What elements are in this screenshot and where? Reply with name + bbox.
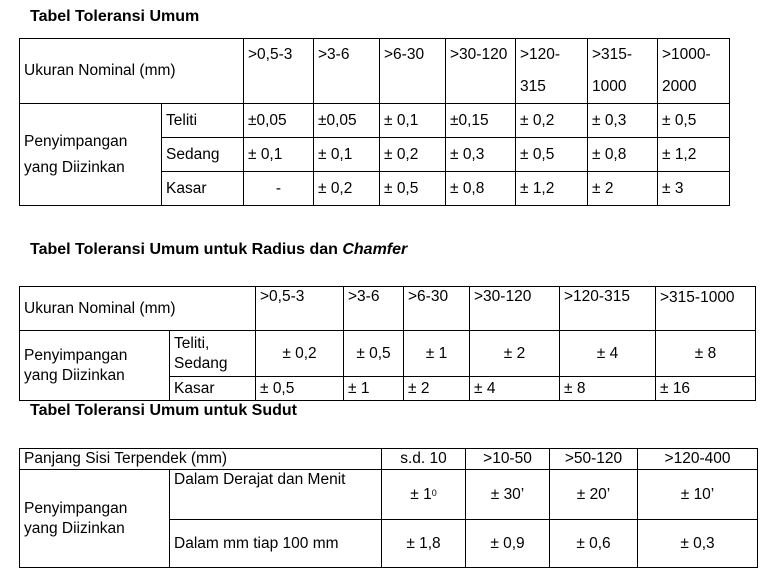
table2-header-cell: >3-6 <box>344 287 404 331</box>
table2-cell: ± 0,2 <box>256 331 344 377</box>
table2-title <box>30 241 407 259</box>
table1-row-label: Sedang <box>162 138 244 172</box>
table1-cell: ± 1,2 <box>658 138 730 172</box>
table2-title-main: Tabel Toleransi Umum untuk Radius dan <box>30 241 343 258</box>
table2-header-cell: >315-1000 <box>656 287 756 331</box>
table3-header-cell: s.d. 10 <box>382 449 466 470</box>
table1-cell: ± 0,1 <box>314 138 380 172</box>
table1-header-cell: >6-30 <box>380 39 446 104</box>
table2-cell: ± 0,5 <box>344 331 404 377</box>
table2-cell: ± 8 <box>656 331 756 377</box>
table3-cell: ± 1,8 <box>382 520 466 568</box>
table3-row-label: Dalam mm tiap 100 mm <box>170 520 382 568</box>
table3-group-label: Penyimpangan yang Diizinkan <box>20 470 170 568</box>
table1 <box>19 38 730 206</box>
table3-cell-value: ± 1 <box>410 485 432 503</box>
table1-cell: ± 0,2 <box>314 172 380 206</box>
table1-cell: ± 3 <box>658 172 730 206</box>
table1-header-label: Ukuran Nominal (mm) <box>20 39 244 104</box>
table3-header-label: Panjang Sisi Terpendek (mm) <box>20 449 382 470</box>
table3-header-cell: >50-120 <box>550 449 638 470</box>
table1-group-label: Penyimpangan yang Diizinkan <box>20 104 162 206</box>
table1-cell: ± 0,2 <box>516 104 588 138</box>
table2-title-italic: Chamfer <box>342 241 408 258</box>
table1-cell: ± 0,1 <box>380 104 446 138</box>
table1-cell: ± 0,5 <box>516 138 588 172</box>
table3-header-row <box>20 449 758 470</box>
table2-header-cell: >6-30 <box>404 287 470 331</box>
table2-header-label: Ukuran Nominal (mm) <box>20 287 256 331</box>
table2-cell: ± 4 <box>470 377 560 401</box>
table3-row <box>20 470 758 520</box>
table2-header-cell: >120-315 <box>560 287 656 331</box>
table3-cell: ± 0,9 <box>466 520 550 568</box>
table1-cell: ± 0,3 <box>588 104 658 138</box>
table2-header-cell: >30-120 <box>470 287 560 331</box>
table2-cell: ± 8 <box>560 377 656 401</box>
table1-cell: ±0,15 <box>446 104 516 138</box>
table3-cell: ± 20’ <box>550 470 638 520</box>
table2-cell: ± 2 <box>470 331 560 377</box>
table3-cell: ± 30’ <box>466 470 550 520</box>
table1-header-cell: >0,5-3 <box>244 39 314 104</box>
table1-cell: ± 0,3 <box>446 138 516 172</box>
table1-cell: ±0,05 <box>244 104 314 138</box>
table3-row-label: Dalam Derajat dan Menit <box>170 470 382 520</box>
table1-cell: ± 2 <box>588 172 658 206</box>
table2-cell: ± 1 <box>404 331 470 377</box>
table1-cell: ± 0,1 <box>244 138 314 172</box>
table3-cell <box>382 470 466 520</box>
table1-row-label: Kasar <box>162 172 244 206</box>
table3 <box>19 448 758 568</box>
table1-cell: ± 0,8 <box>446 172 516 206</box>
table1-cell: ±0,05 <box>314 104 380 138</box>
table2 <box>19 286 756 401</box>
table1-cell: - <box>244 172 314 206</box>
table3-cell: ± 10’ <box>638 470 758 520</box>
table2-cell: ± 4 <box>560 331 656 377</box>
table1-cell: ± 0,2 <box>380 138 446 172</box>
table1-cell: ± 0,8 <box>588 138 658 172</box>
table1-header-cell: >120-315 <box>516 39 588 104</box>
table2-cell: ± 2 <box>404 377 470 401</box>
table1-header-row <box>20 39 730 104</box>
table2-cell: ± 16 <box>656 377 756 401</box>
table1-header-cell: >30-120 <box>446 39 516 104</box>
table1-row <box>20 104 730 138</box>
table3-cell: ± 0,3 <box>638 520 758 568</box>
table1-header-cell: >1000-2000 <box>658 39 730 104</box>
table2-cell: ± 0,5 <box>256 377 344 401</box>
table3-header-cell: >10-50 <box>466 449 550 470</box>
table1-row-label: Teliti <box>162 104 244 138</box>
table2-row-label: Kasar <box>170 377 256 401</box>
table2-row-label: Teliti, Sedang <box>170 331 256 377</box>
table1-cell: ± 0,5 <box>658 104 730 138</box>
table2-group-label: Penyimpangan yang Diizinkan <box>20 331 170 401</box>
table2-header-row <box>20 287 756 331</box>
table3-title: Tabel Toleransi Umum untuk Sudut <box>30 402 297 419</box>
table3-cell: ± 0,6 <box>550 520 638 568</box>
table3-header-cell: >120-400 <box>638 449 758 470</box>
table1-header-cell: >3-6 <box>314 39 380 104</box>
table1-cell: ± 1,2 <box>516 172 588 206</box>
table2-cell: ± 1 <box>344 377 404 401</box>
table1-header-cell: >315-1000 <box>588 39 658 104</box>
table2-header-cell: >0,5-3 <box>256 287 344 331</box>
table2-row <box>20 331 756 377</box>
degree-superscript: 0 <box>431 487 437 498</box>
table1-title: Tabel Toleransi Umum <box>30 8 200 25</box>
table1-cell: ± 0,5 <box>380 172 446 206</box>
